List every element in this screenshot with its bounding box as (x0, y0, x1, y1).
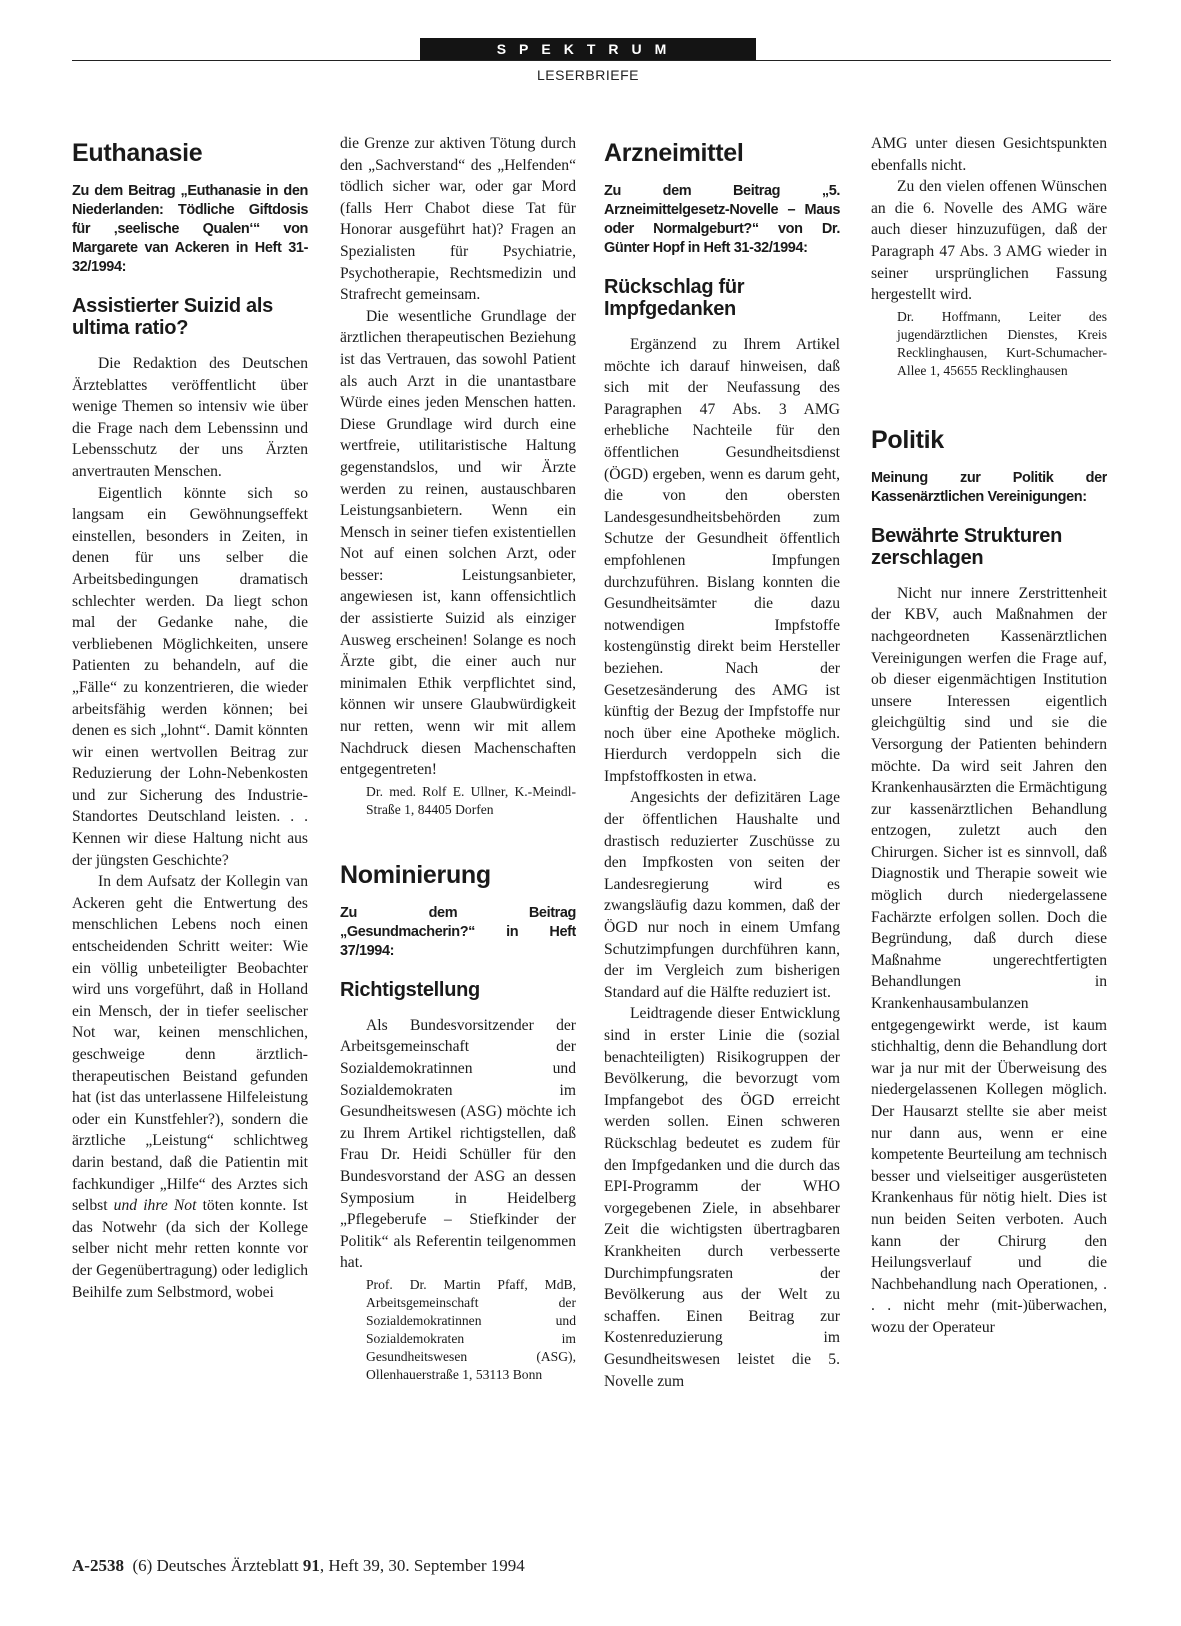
letter-title: Richtigstellung (340, 978, 480, 1001)
article-reference: Zu dem Beitrag „Gesundmacherin?“ in Heft 37/1994: (340, 904, 576, 959)
letter-title: Rückschlag für Impfgedanken (604, 276, 745, 320)
article-heading-arzneimittel: Arzneimittel (604, 139, 744, 167)
section-masthead: SPEKTRUM (420, 38, 756, 60)
column-3 (604, 133, 840, 1533)
text-run: In dem Aufsatz der Kollegin van Ackeren geht die Entwertung des menschlichen Lebens noch einen entscheidenden Schritt weiter: Wie ein völlig unbeteiligter Beobachter wird uns vorgeführt, daß in Holland ein Mensch, der in tiefer seelischer Not war, keinen menschlichen, geschweige denn ärztlich-therapeutischen Beistand gefunden hat (ist das unterlassene Hilfeleistung oder ein Kunstfehler?), sondern die ärztliche „Leistung“ schlichtweg darin bestand, daß die Patientin mit fachkundiger „Hilfe“ des Arztes sich selbst (72, 873, 308, 1215)
volume-number: 91 (302, 1556, 320, 1575)
paragraph: Angesichts der defizitären Lage der öffentlichen Haushalte und drastisch reduzierter Zuschüsse zu den Impfkosten von seiten der Landesregierung wird es zwangsläufig dazu kommen, daß der ÖGD nur noch in einem Umfang Schutzimpfungen durchführen kann, der im Vergleich zum bisherigen Standard auf die Hälfte reduziert ist. (604, 789, 840, 1001)
paragraph (72, 871, 308, 1303)
paragraph: Zu den vielen offenen Wünschen an die 6. Novelle des AMG wäre auch dieser hinzuzufügen, daß der Paragraph 47 Abs. 3 AMG wieder in seiner ursprünglichen Fassung hergestellt wird. (871, 178, 1107, 304)
paragraph: Nicht nur innere Zerstrittenheit der KBV, auch Maßnahmen der nachgeordneten Kassenärztlichen Vereinigungen werfen die Frage auf, ob dieser eigenmächtigen Institution unsere Interessen eigentlich gleichgültig sind und sie die Versorgung der Patienten behindern möchte. Da wird seit Jahren den Krankenhausärzten die Ermächtigung zur kassenärztlichen Behandlung entzogen, zuletzt auch den Chirurgen. Sicher ist es sinnvoll, daß Diagnostik und Therapie soweit wie möglich durch niedergelassene Fachärzte erfolgen sollen. Doch die Begründung, daß durch diese Maßnahme ungerechtfertigten Behandlungen in Krankenhausambulanzen entgegengewirkt werde, ist kaum stichhaltig, denn die Behandlung dort war ja nur mit der Überweisung des niedergelassenen Kollegen möglich. Der Hausarzt stellte sie aber meist nur dann aus, wenn er eine kompetente Beurteilung am technisch besser und vielseitiger ausgerüsteten Krankenhaus für nötig hielt. Dies ist nun beiden Seiten verboten. Auch kann der Chirurg den Heilungsverlauf und die Nachbehandlung nach Operationen, . . . nicht mehr (mit-)überwachen, wozu der Operateur (871, 584, 1107, 1336)
article-heading-politik: Politik (871, 425, 944, 454)
article-reference: Zu dem Beitrag „Euthanasie in den Niederlanden: Tödliche Giftdosis für ‚seelische Qualen‘“ von Margarete van Ackeren in Heft 31-32/1994: (72, 183, 308, 275)
paragraph: Die wesentliche Grundlage der ärztlichen therapeutischen Beziehung ist das Vertrauen, das sowohl Patient als auch Arzt in die unantastbare Würde eines jeden Menschen hatten. Diese Grundlage wird durch eine wertfreie, utilitaristische Haltung gegenstandslos, und wir Ärzte werden zu reinen, austauschbaren Leistungsanbietern. Wenn ein Mensch in seiner tiefen existentiellen Not auf einen solchen Arzt, oder besser: Leistungsanbieter, angewiesen ist, kann offensichtlich der assistierte Suizid als einziger Ausweg erscheinen! Solange es noch Ärzte gibt, die einer auch nur minimalen Ethik verpflichtet sind, können wir unsere Glaubwürdigkeit nur retten, wenn wir mit allem Nachdruck diesen Machenschaften entgegentreten! (340, 307, 576, 779)
article-reference: Zu dem Beitrag „5. Arzneimittelgesetz-Novelle – Maus oder Normalgeburt?“ von Dr. Günter Hopf in Heft 31-32/1994: (604, 183, 840, 256)
paragraph: Ergänzend zu Ihrem Artikel möchte ich darauf hinweisen, daß sich mit der Neufassung des Paragraphen 47 Abs. 3 AMG erhebliche Nachteile für den öffentlichen Gesundheitsdienst (ÖGD) ergeben, wenn es darum geht, die von den obersten Landesgesundheitsbehörden zum Schutze der Gesundheit öffentlich empfohlenen Impfungen durchzuführen. Bislang konnten die Gesundheitsämter die dazu notwendigen Impfstoffe kostengünstig direkt beim Hersteller beziehen. Nach der Gesetzesänderung des AMG ist künftig der Bezug der Impfstoffe nur noch über eine Apotheke möglich. Hierdurch verdoppeln sich die Impfstoffkosten in etwa. (604, 336, 840, 785)
article-heading-euthanasie: Euthanasie (72, 139, 203, 167)
paragraph: Leidtragende dieser Entwicklung sind in erster Linie die (sozial benachteiligten) Risikogruppen der Bevölkerung, die bevorzugt vom Impfangebot des ÖGD erreicht werden sollen. Einen schweren Rückschlag bedeutet es zudem für den Impfgedanken und die durch das EPI-Programm der WHO vorgegebenen Ziele, in absehbarer Zeit die wichtigsten übertragbaren Krankheiten durch verbesserte Durchimpfungsraten der Bevölkerung aus der Welt zu schaffen. Einen Beitrag zur Kostenreduzierung im Gesundheitswesen leistet die 5. Novelle zum (604, 1005, 840, 1390)
letter-title: Bewährte Strukturen zerschlagen (871, 524, 1063, 569)
issue-info: (6) Deutsches Ärzteblatt (132, 1556, 303, 1575)
spacer (340, 819, 576, 855)
paragraph: Als Bundesvorsitzender der Arbeitsgemeinschaft der Sozialdemokratinnen und Sozialdemokraten im Gesundheitswesen (ASG) möchte ich zu Ihrem Artikel richtigstellen, daß Frau Dr. Heidi Schüller für den Bundesvorstand der ASG an dessen Symposium in Heidelberg „Pflegeberufe – Stiefkinder der Politik“ als Referentin teilgenommen hat. (340, 1016, 576, 1272)
spacer (871, 380, 1107, 420)
article-heading-nominierung: Nominierung (340, 860, 491, 889)
paragraph: Eigentlich könnte sich so langsam ein Gewöhnungseffekt einstellen, besonders in Zeiten, in denen für uns selber die Arbeitsbedingungen dramatisch schlechter werden. Da liegt schon mal der Gedanke nahe, die verbliebenen Möglichkeiten, unsere Patienten zu behandeln, auf die „Fälle“ zu konzentrieren, die wieder arbeitsfähig werden können; bei denen es sich „lohnt“. Damit könnten wir einen wertvollen Beitrag zur Reduzierung der Lohn-Nebenkosten und zur Sicherung des Industrie-Standortes Deutschland leisten. . . Kennen wir diese Haltung nicht aus der jüngsten Geschichte? (72, 484, 308, 869)
letter-signature: Dr. Hoffmann, Leiter des jugendärztlichen Dienstes, Kreis Recklinghausen, Kurt-Schumacher-Allee 1, 45655 Recklinghausen (897, 308, 1107, 378)
top-rule (72, 60, 1111, 61)
section-sublabel: LESERBRIEFE (537, 67, 639, 83)
letter-signature: Dr. med. Rolf E. Ullner, K.-Meindl-Straße 1, 84405 Dorfen (366, 783, 576, 817)
paragraph: die Grenze zur aktiven Tötung durch den „Sachverstand“ des „Helfenden“ tödlich sicher war, oder gar Mord (falls Herr Chabot diese Tat für Honorar ausgeführt hat)? Fragen an Spezialisten für Psychiatrie, Psychotherapie, Rechtsmedizin und Strafrecht gemeinsam. (340, 135, 576, 304)
letter-signature: Prof. Dr. Martin Pfaff, MdB, Arbeitsgemeinschaft der Sozialdemokratinnen und Sozialdemokraten im Gesundheitswesen (ASG), Ollenhauerstraße 1, 53113 Bonn (366, 1276, 576, 1382)
column-1 (72, 133, 308, 1533)
paragraph: AMG unter diesen Gesichtspunkten ebenfalls nicht. (871, 135, 1107, 174)
letter-title: Assistierter Suizid als ultima ratio? (72, 295, 273, 339)
article-reference: Meinung zur Politik der Kassenärztlichen Vereinigungen: (871, 469, 1107, 505)
column-4 (871, 133, 1107, 1533)
page-footer (72, 1556, 525, 1576)
issue-date: , Heft 39, 30. September 1994 (319, 1556, 525, 1575)
text-run: töten konnte. Ist das Notwehr (da sich der Kollege selber nicht mehr retten konnte vor der Gegenübertragung) oder lediglich Beihilfe zum Selbstmord, wobei (72, 1197, 308, 1301)
column-2 (340, 133, 576, 1533)
emphasis-text: und ihre Not (113, 1197, 197, 1215)
page-number: A-2538 (72, 1556, 124, 1575)
paragraph: Die Redaktion des Deutschen Ärzteblattes veröffentlicht über wenige Themen so intensiv wie über die Frage nach dem Lebenssinn und Lebensschutz der uns Ärzten anvertrauten Menschen. (72, 355, 308, 480)
